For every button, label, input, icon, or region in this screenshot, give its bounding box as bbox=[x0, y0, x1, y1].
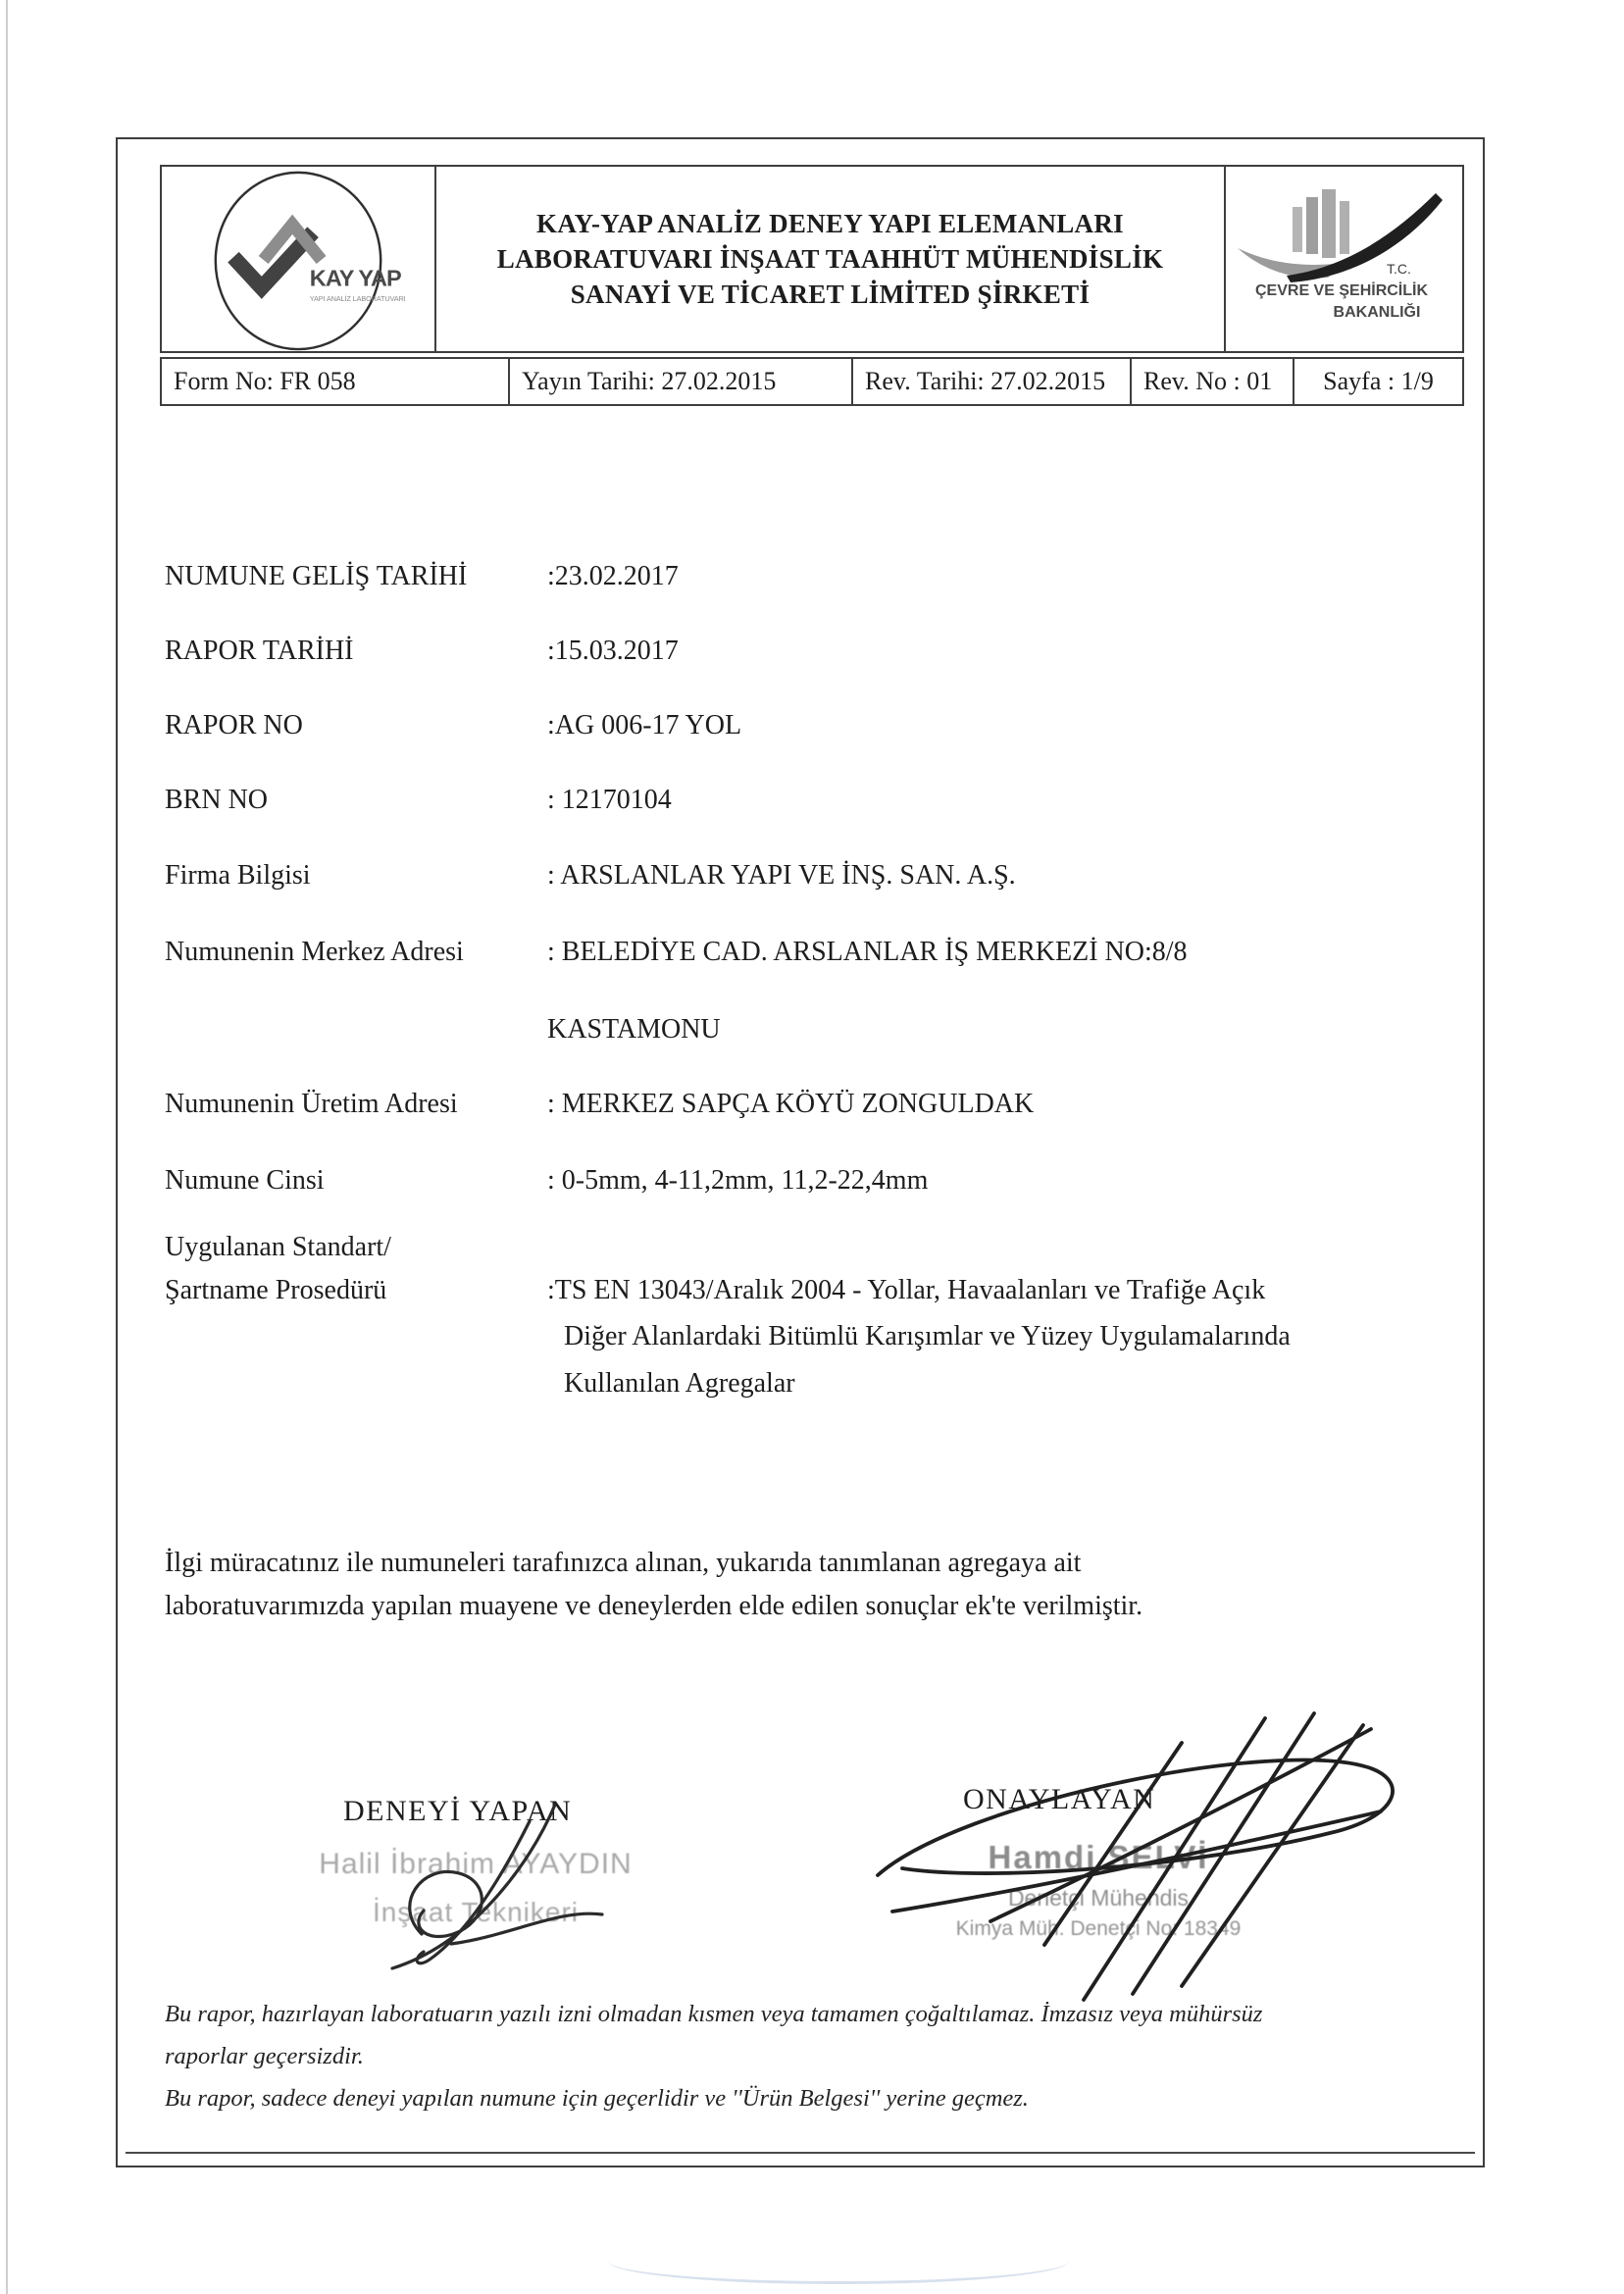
kayyap-logo-icon bbox=[171, 167, 426, 351]
field-value-rapor-tarihi: :15.03.2017 bbox=[547, 636, 679, 666]
report-header bbox=[160, 165, 1464, 353]
deneyi-yapan-title: DENEYİ YAPAN bbox=[343, 1795, 573, 1827]
left-signer-name: Halil İbrahim AYAYDIN bbox=[319, 1848, 633, 1880]
right-signer-stamp bbox=[912, 1839, 1285, 1941]
page-no-cell: Sayfa : 1/9 bbox=[1323, 367, 1434, 395]
field-label-rapor-no: RAPOR NO bbox=[165, 710, 303, 740]
scan-bottom-artifact bbox=[608, 2238, 1069, 2284]
field-value-merkez-adresi-line2: KASTAMONU bbox=[547, 1014, 721, 1045]
right-signer-role: Denetçi Mühendis bbox=[1007, 1885, 1190, 1911]
field-label-uretim-adresi: Numunenin Üretim Adresi bbox=[165, 1089, 458, 1119]
left-signer-role: İnşaat Teknikeri bbox=[372, 1897, 580, 1927]
right-signer-name: Hamdi SELVİ bbox=[988, 1839, 1209, 1875]
bottom-double-rule bbox=[126, 2152, 1475, 2154]
field-label-merkez-adresi: Numunenin Merkez Adresi bbox=[165, 937, 464, 967]
ministry-logo-cell bbox=[1226, 167, 1462, 351]
company-title bbox=[436, 167, 1226, 351]
ministry-tc-text: T.C. bbox=[1386, 261, 1411, 277]
field-value-numune-cinsi: : 0-5mm, 4-11,2mm, 11,2-22,4mm bbox=[547, 1165, 929, 1196]
field-label-standart-line1: Uygulanan Standart/ bbox=[165, 1232, 391, 1262]
field-label-brn-no: BRN NO bbox=[165, 785, 269, 815]
field-value-uretim-adresi: : MERKEZ SAPÇA KÖYÜ ZONGULDAK bbox=[547, 1089, 1035, 1119]
document-frame bbox=[116, 137, 1485, 2167]
company-title-line-3: SANAYİ VE TİCARET LİMİTED ŞİRKETİ bbox=[570, 280, 1091, 309]
form-no-cell: Form No: FR 058 bbox=[162, 359, 510, 404]
field-label-rapor-tarihi: RAPOR TARİHİ bbox=[165, 636, 354, 666]
company-title-line-2: LABORATUVARI İNŞAAT TAAHHÜT MÜHENDİSLİK bbox=[496, 244, 1164, 274]
footer-note-line2: raporlar geçersizdir. bbox=[165, 2043, 364, 2069]
body-paragraph-line1: İlgi müracatınız ile numuneleri tarafınızca alınan, yukarıda tanımlanan agregaya ait bbox=[165, 1548, 1082, 1578]
field-label-firma-bilgisi: Firma Bilgisi bbox=[165, 860, 311, 891]
field-value-merkez-adresi: : BELEDİYE CAD. ARSLANLAR İŞ MERKEZİ NO:8/8 bbox=[547, 937, 1188, 967]
rev-no-cell: Rev. No : 01 bbox=[1132, 359, 1294, 404]
field-label-numune-cinsi: Numune Cinsi bbox=[165, 1165, 325, 1196]
field-label-numune-gelis-tarihi: NUMUNE GELİŞ TARİHİ bbox=[165, 561, 468, 591]
kayyap-logo-text: KAY YAP bbox=[309, 265, 402, 291]
field-value-numune-gelis-tarihi: :23.02.2017 bbox=[547, 561, 679, 591]
body-paragraph-line2: laboratuvarımızda yapılan muayene ve deneylerden elde edilen sonuçlar ek'te verilmiştir. bbox=[165, 1591, 1143, 1621]
field-value-firma-bilgisi: : ARSLANLAR YAPI VE İNŞ. SAN. A.Ş. bbox=[547, 860, 1016, 891]
left-signer-stamp bbox=[279, 1848, 672, 1928]
publish-date-cell: Yayın Tarihi: 27.02.2015 bbox=[510, 359, 853, 404]
right-signer-number: Kimya Müh. Denetçi No: 18349 bbox=[955, 1917, 1242, 1940]
field-label-standart-line2: Şartname Prosedürü bbox=[165, 1275, 387, 1305]
footer-note-line3: Bu rapor, sadece deneyi yapılan numune için geçerlidir ve ''Ürün Belgesi'' yerine geçmez. bbox=[165, 2085, 1029, 2112]
company-title-line-1: KAY-YAP ANALİZ DENEY YAPI ELEMANLARI bbox=[536, 209, 1124, 238]
field-value-rapor-no: :AG 006-17 YOL bbox=[547, 710, 742, 740]
ministry-logo-icon bbox=[1232, 178, 1457, 340]
rev-date-cell: Rev. Tarihi: 27.02.2015 bbox=[853, 359, 1132, 404]
scan-edge-artifact bbox=[6, 0, 8, 2294]
field-value-brn-no: : 12170104 bbox=[547, 785, 672, 815]
kayyap-logo-tagline: YAPI ANALİZ LABORATUVARI bbox=[309, 294, 406, 304]
onaylayan-title: ONAYLAYAN bbox=[963, 1783, 1156, 1815]
ministry-line1-text: ÇEVRE VE ŞEHİRCİLİK bbox=[1254, 282, 1428, 299]
field-value-standart-line1: :TS EN 13043/Aralık 2004 - Yollar, Havaalanları ve Trafiğe Açık bbox=[547, 1275, 1266, 1305]
form-info-row bbox=[160, 357, 1464, 406]
field-value-standart-line2: Diğer Alanlardaki Bitümlü Karışımlar ve Yüzey Uygulamalarında bbox=[564, 1321, 1291, 1351]
field-value-standart-line3: Kullanılan Agregalar bbox=[564, 1368, 795, 1399]
ministry-line2-text: BAKANLIĞI bbox=[1333, 304, 1420, 321]
kayyap-logo-cell bbox=[162, 167, 436, 351]
footer-note-line1: Bu rapor, hazırlayan laboratuarın yazılı izni olmadan kısmen veya tamamen çoğaltılamaz. İmzasız veya mühürsüz bbox=[165, 2001, 1263, 2027]
